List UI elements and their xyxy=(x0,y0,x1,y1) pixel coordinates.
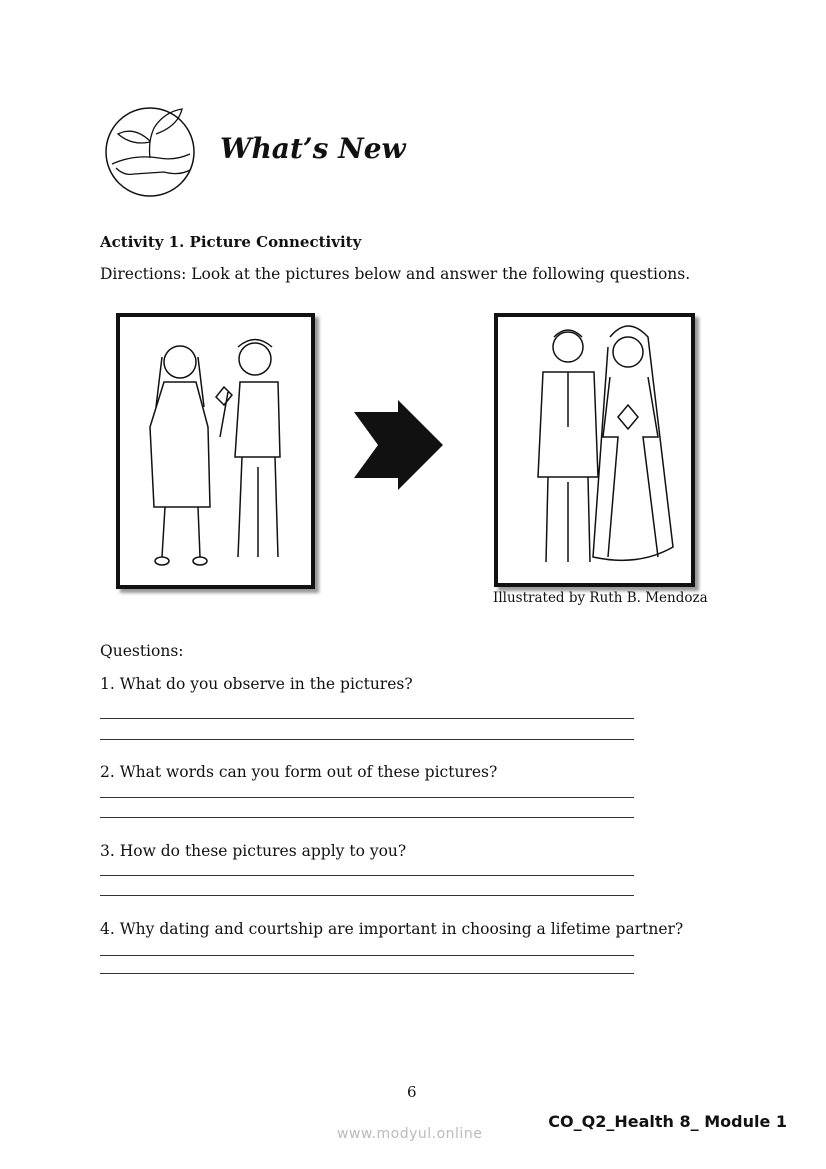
question-1: 1. What do you observe in the pictures? xyxy=(100,675,413,693)
answer-line[interactable] xyxy=(100,875,634,876)
question-4: 4. Why dating and courtship are important in choosing a lifetime partner? xyxy=(100,920,684,938)
answer-line[interactable] xyxy=(100,895,634,896)
answer-line[interactable] xyxy=(100,973,634,974)
watermark: www.modyul.online xyxy=(337,1126,483,1142)
answer-line[interactable] xyxy=(100,797,634,798)
answer-line[interactable] xyxy=(100,718,634,719)
activity-title: Activity 1. Picture Connectivity xyxy=(100,233,362,251)
answer-line[interactable] xyxy=(100,817,634,818)
illustration-credit: Illustrated by Ruth B. Mendoza xyxy=(493,590,708,606)
question-3: 3. How do these pictures apply to you? xyxy=(100,842,407,860)
page-number: 6 xyxy=(407,1083,417,1101)
answer-line[interactable] xyxy=(100,955,634,956)
right-arrow-icon xyxy=(354,400,444,490)
page-title: What’s New xyxy=(220,132,406,165)
directions-text: Directions: Look at the pictures below and answer the following questions. xyxy=(100,265,691,283)
bride-and-groom-image xyxy=(498,317,691,583)
answer-line[interactable] xyxy=(100,739,634,740)
question-2: 2. What words can you form out of these pictures? xyxy=(100,763,498,781)
questions-label: Questions: xyxy=(100,642,184,660)
module-footer: CO_Q2_Health 8_ Module 1 xyxy=(548,1112,787,1131)
wedding-illustration xyxy=(494,313,695,587)
seedling-in-hand-icon xyxy=(104,106,196,198)
courtship-illustration xyxy=(116,313,315,589)
couple-flowers-image xyxy=(120,317,311,585)
